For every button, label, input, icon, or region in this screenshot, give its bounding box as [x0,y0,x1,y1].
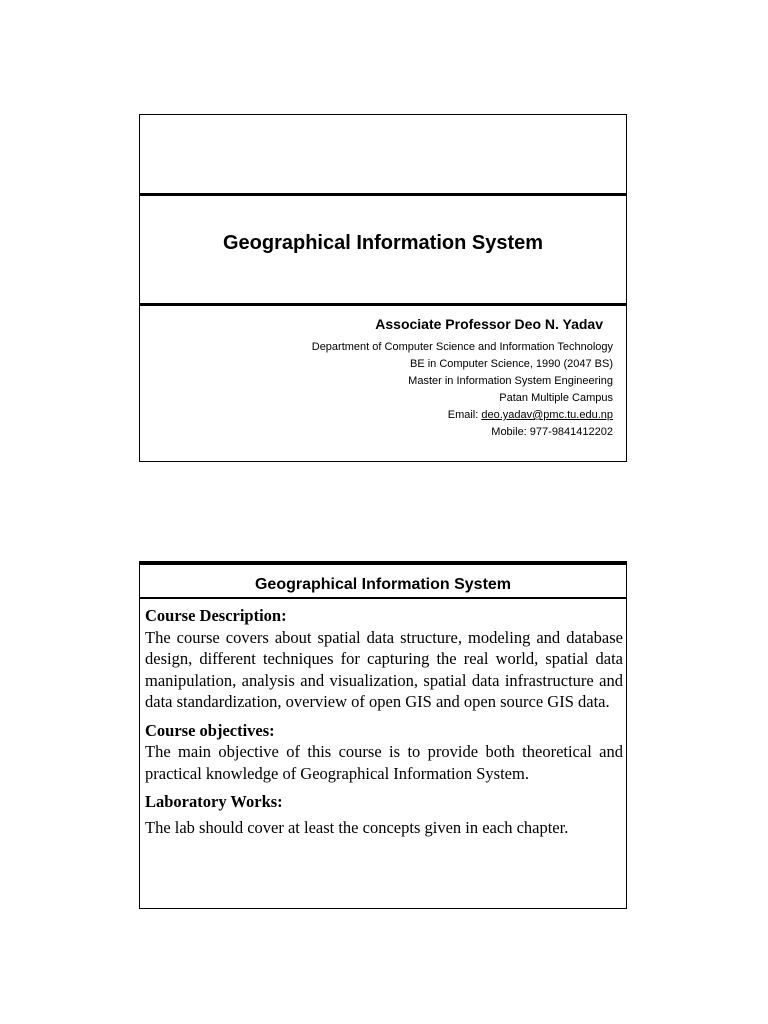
title-slide [139,114,627,462]
course-description-text: The course covers about spatial data structure, modeling and database design, different techniques for capturing the real world, spatial data manipulation, analysis and visualization, spatial data infrastructure and data standardization, overview of open GIS and open source GIS data. [145,627,623,711]
campus-line: Patan Multiple Campus [499,392,613,404]
course-objectives-text: The main objective of this course is to provide both theoretical and practical knowledge of Geographical Information System. [145,742,623,783]
middle-divider [140,303,626,306]
course-objectives-heading: Course objectives: [145,720,275,740]
lab-works-heading: Laboratory Works: [145,792,283,811]
lab-works-text: The lab should cover at least the concepts given in each chapter. [145,817,569,837]
degree-line: BE in Computer Science, 1990 (2047 BS) [409,358,613,370]
course-slide-body [145,605,623,838]
author-info [173,315,613,441]
mobile-line: Mobile: 977-9841412202 [491,426,613,438]
slide-title: Geographical Information System [222,232,544,254]
course-description-heading: Course Description: [145,606,287,625]
course-slide-title: Geographical Information System [140,565,626,599]
department-line: Department of Computer Science and Information Technology [311,341,613,353]
course-slide [139,561,627,909]
email-line [173,407,613,424]
top-divider [140,193,626,196]
email-label: Email: [447,409,482,421]
author-name: Associate Professor Deo N. Yadav [375,316,603,332]
email-link[interactable]: deo.yadav@pmc.tu.edu.np [481,409,613,421]
masters-line: Master in Information System Engineering [408,375,613,387]
